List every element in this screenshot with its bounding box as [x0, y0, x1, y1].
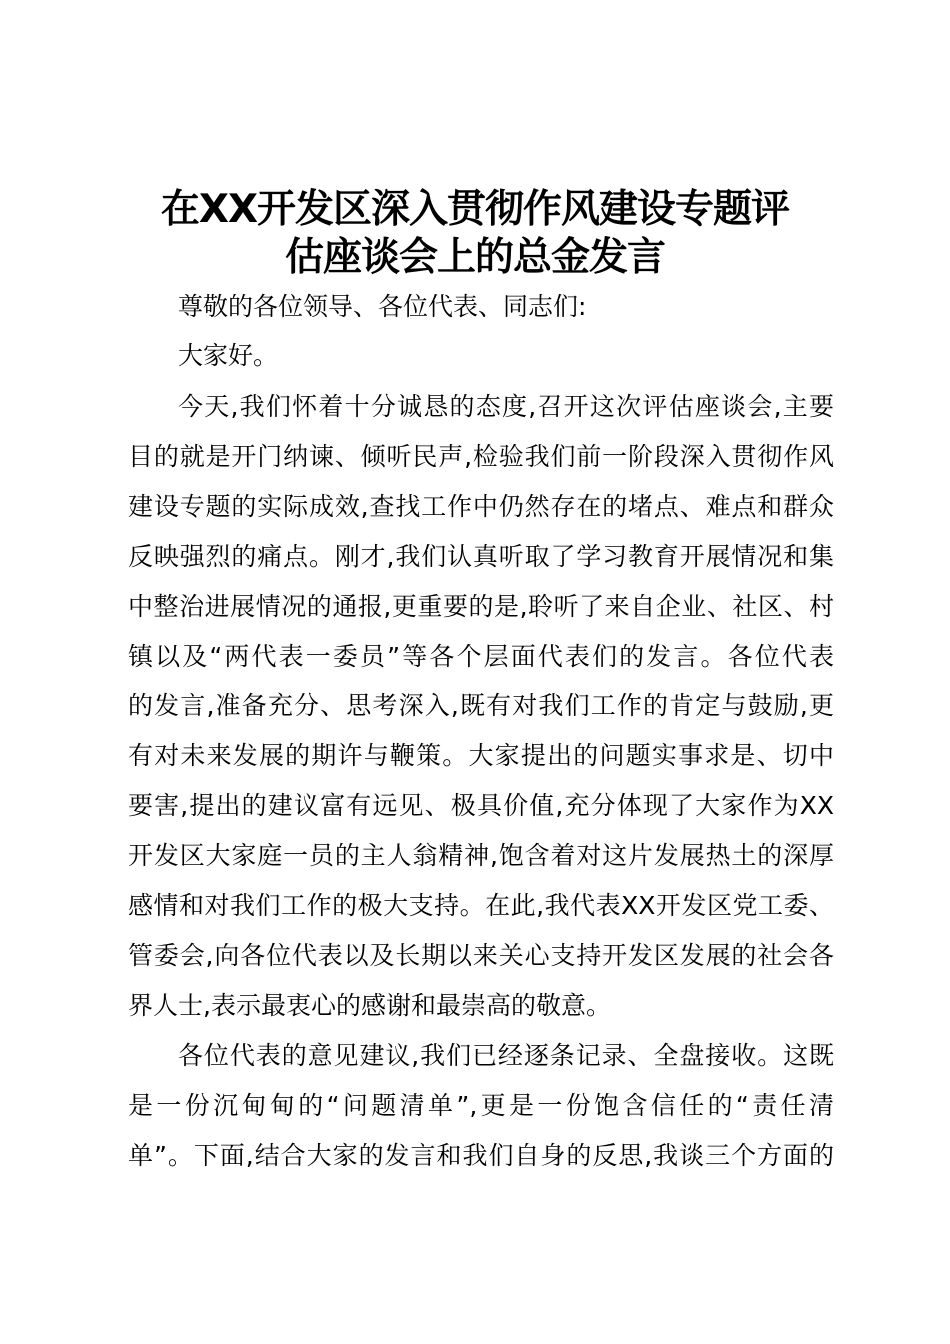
- paragraph-1-line: 镇以及“两代表一委员”等各个层面代表们的发言。各位代表: [128, 641, 834, 671]
- greeting: 尊敬的各位领导、各位代表、同志们:: [178, 292, 587, 321]
- paragraph-2-line: 单”。下面,结合大家的发言和我们自身的反思,我谈三个方面的: [128, 1140, 834, 1170]
- paragraph-1-line: 反映强烈的痛点。刚才,我们认真听取了学习教育开展情况和集: [128, 541, 834, 571]
- paragraph-1-line: 有对未来发展的期许与鞭策。大家提出的问题实事求是、切中: [128, 741, 834, 771]
- paragraph-1-line: 目的就是开门纳谏、倾听民声,检验我们前一阶段深入贯彻作风: [128, 441, 834, 471]
- paragraph-1-line: 要害,提出的建议富有远见、极具价值,充分体现了大家作为XX: [128, 791, 834, 821]
- paragraph-1-line: 感情和对我们工作的极大支持。在此,我代表XX开发区党工委、: [128, 891, 834, 920]
- paragraph-1-line: 中整治进展情况的通报,更重要的是,聆听了来自企业、社区、村: [128, 591, 834, 621]
- paragraph-1-line: 今天,我们怀着十分诚恳的态度,召开这次评估座谈会,主要: [178, 392, 834, 421]
- hello-line: 大家好。: [178, 341, 279, 370]
- paragraph-1-line: 建设专题的实际成效,查找工作中仍然存在的堵点、难点和群众: [128, 491, 834, 521]
- document-title-line-1: 在XX开发区深入贯彻作风建设专题评: [160, 187, 790, 232]
- paragraph-1-line: 开发区大家庭一员的主人翁精神,饱含着对这片发展热土的深厚: [128, 841, 834, 871]
- paragraph-1-line: 界人士,表示最衷心的感谢和最崇高的敬意。: [128, 990, 611, 1020]
- paragraph-2-line: 各位代表的意见建议,我们已经逐条记录、全盘接收。这既: [178, 1040, 834, 1070]
- document-title-line-2: 估座谈会上的总金发言: [284, 235, 665, 280]
- paragraph-2-line: 是一份沉甸甸的“问题清单”,更是一份饱含信任的“责任清: [128, 1090, 834, 1120]
- paragraph-1-line: 的发言,准备充分、思考深入,既有对我们工作的肯定与鼓励,更: [128, 691, 834, 721]
- paragraph-1-line: 管委会,向各位代表以及长期以来关心支持开发区发展的社会各: [128, 940, 834, 970]
